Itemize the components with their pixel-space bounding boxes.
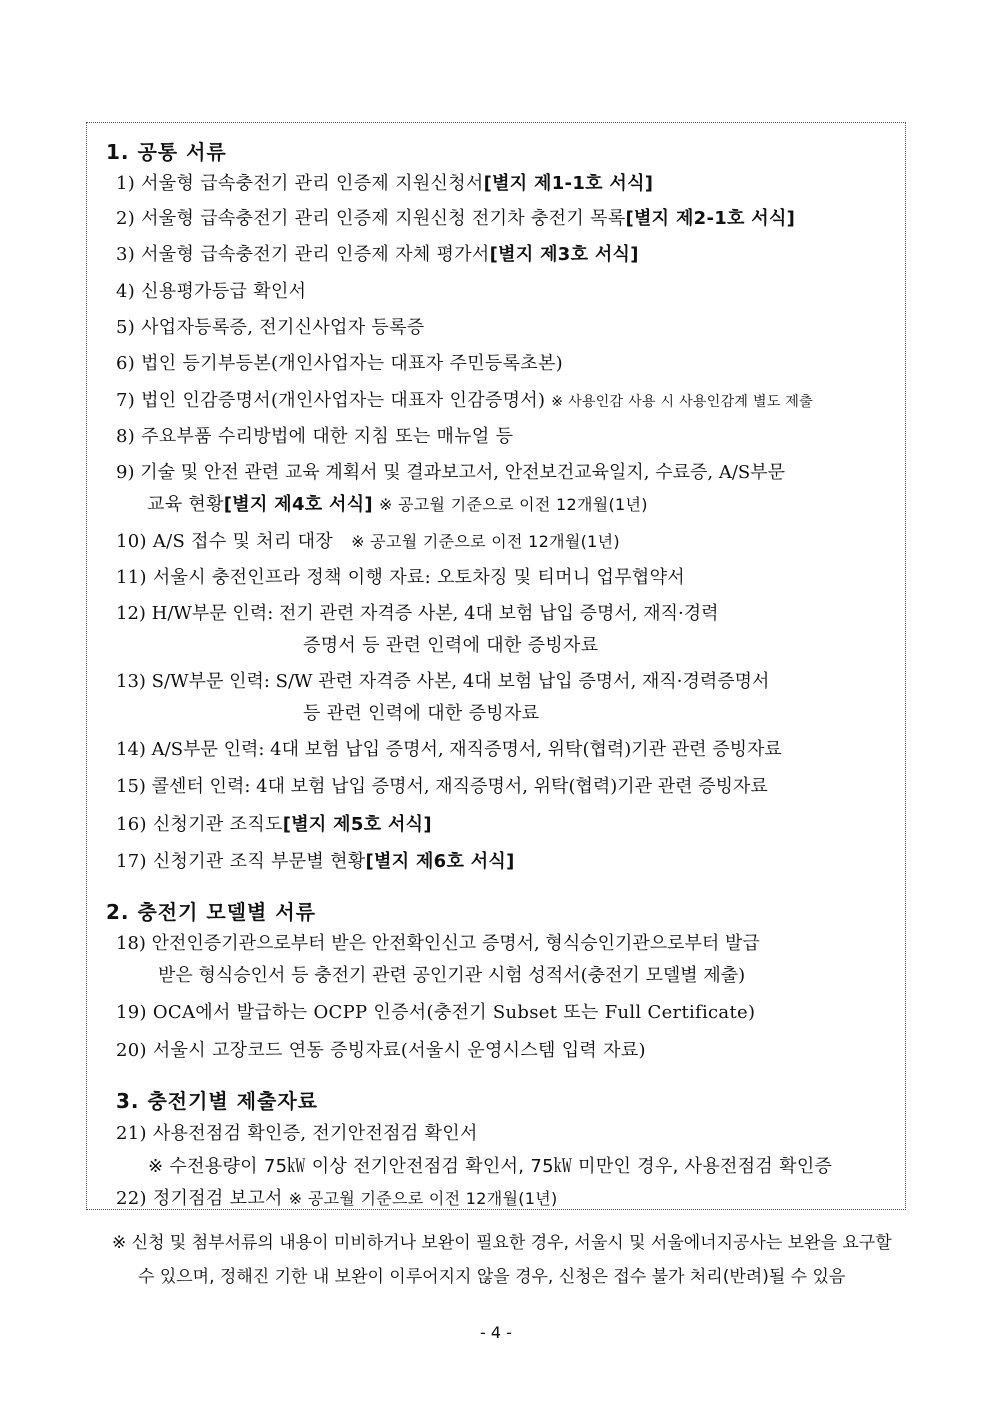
item-text-cont: 증명서 등 관련 인력에 대한 증빙자료	[303, 635, 599, 656]
list-item-13-continuation	[303, 699, 539, 725]
list-item-12	[116, 599, 719, 625]
item-text: 서울형 급속충전기 관리 인증제 지원신청 전기차 충전기 목록	[141, 208, 626, 229]
list-item-16	[116, 810, 432, 836]
list-item-9-continuation	[147, 490, 648, 516]
item-number: 22)	[116, 1188, 147, 1209]
list-item-10	[116, 527, 620, 553]
item-text: 기술 및 안전 관련 교육 계획서 및 결과보고서, 안전보건교육일지, 수료증, A/S부문	[140, 462, 786, 483]
item-form-ref: [별지 제6호 서식]	[365, 851, 515, 872]
section-heading-model: 2. 충전기 모델별 서류	[106, 900, 316, 924]
list-item-7	[116, 386, 813, 412]
footer-note-line-2: 수 있으며, 정해진 기한 내 보완이 이루어지지 않을 경우, 신청은 접수 불가 처리(반려)될 수 있음	[138, 1267, 846, 1287]
list-item-11	[116, 563, 685, 589]
item-text-cont: 받은 형식승인서 등 충전기 관련 공인기관 시험 성적서(충전기 모델별 제출)	[158, 965, 746, 986]
list-item-9	[116, 458, 785, 484]
section-heading-charger: 3. 충전기별 제출자료	[116, 1089, 318, 1113]
item-form-ref: [별지 제5호 서식]	[282, 814, 432, 835]
item-text: 주요부품 수리방법에 대한 지침 또는 매뉴얼 등	[141, 426, 514, 447]
list-item-19	[116, 998, 755, 1024]
list-item-3	[116, 240, 639, 266]
item-number: 17)	[116, 851, 147, 872]
item-number: 16)	[116, 814, 147, 835]
list-item-17	[116, 847, 515, 873]
item-note: ※ 공고월 기준으로 이전 12개월(1년)	[378, 495, 648, 514]
section-heading-common: 1. 공통 서류	[106, 140, 227, 164]
footer-note-line-1: ※ 신청 및 첨부서류의 내용이 미비하거나 보완이 필요한 경우, 서울시 및 서울에너지공사는 보완을 요구할	[112, 1233, 892, 1253]
item-note: ※ 사용인감 사용 시 사용인감계 별도 제출	[551, 394, 814, 410]
item-text-cont: 교육 현황	[147, 494, 224, 515]
item-text: 서울시 충전인프라 정책 이행 자료: 오토차징 및 티머니 업무협약서	[152, 567, 685, 588]
item-text: A/S 접수 및 처리 대장	[152, 531, 334, 552]
list-item-20	[116, 1036, 646, 1062]
item-number: 4)	[116, 281, 136, 302]
item-number: 19)	[116, 1002, 147, 1023]
item-text: 신청기관 조직도	[152, 814, 283, 835]
item-number: 2)	[116, 208, 136, 229]
list-item-5	[116, 313, 425, 339]
item-note: ※ 공고월 기준으로 이전 12개월(1년)	[288, 1189, 558, 1208]
item-note: ※ 공고월 기준으로 이전 12개월(1년)	[351, 532, 620, 551]
item-number: 21)	[116, 1123, 147, 1144]
item-number: 3)	[116, 244, 136, 265]
item-text: 안전인증기관으로부터 받은 안전확인신고 증명서, 형식승인기관으로부터 발급	[151, 933, 760, 954]
item-number: 14)	[116, 739, 146, 760]
item-text: 서울형 급속충전기 관리 인증제 지원신청서	[141, 173, 484, 194]
list-item-21-note: ※ 수전용량이 75㎾ 이상 전기안전점검 확인서, 75㎾ 미만인 경우, 사용전점검 확인증	[148, 1156, 833, 1177]
item-form-ref: [별지 제1-1호 서식]	[483, 173, 654, 194]
item-number: 15)	[116, 776, 146, 797]
list-item-8	[116, 422, 513, 448]
item-number: 12)	[116, 603, 146, 624]
item-number: 11)	[116, 567, 147, 588]
item-number: 7)	[116, 390, 136, 411]
item-text: OCA에서 발급하는 OCPP 인증서(충전기 Subset 또는 Full Certificate)	[152, 1002, 756, 1023]
list-item-12-continuation	[303, 631, 598, 657]
item-number: 10)	[116, 531, 147, 552]
list-item-21	[116, 1119, 478, 1145]
list-item-1	[116, 169, 653, 195]
item-number: 13)	[116, 671, 146, 692]
item-form-ref: [별지 제2-1호 서식]	[625, 208, 796, 229]
item-number: 18)	[116, 933, 146, 954]
item-text: 신청기관 조직 부문별 현황	[152, 851, 366, 872]
list-item-18-continuation	[158, 961, 745, 987]
item-number: 9)	[116, 462, 135, 483]
item-number: 1)	[116, 173, 136, 194]
item-text: 법인 인감증명서(개인사업자는 대표자 인감증명서)	[141, 390, 546, 411]
item-number: 5)	[116, 317, 136, 338]
item-text: 정기점검 보고서	[152, 1188, 283, 1209]
list-item-14	[116, 735, 782, 761]
item-text: 콜센터 인력: 4대 보험 납입 증명서, 재직증명서, 위탁(협력)기관 관련 증빙자료	[151, 776, 768, 797]
item-form-ref: [별지 제4호 서식]	[223, 494, 373, 515]
item-text: 법인 등기부등본(개인사업자는 대표자 주민등록초본)	[141, 353, 563, 374]
list-item-4	[116, 277, 306, 303]
list-item-15	[116, 772, 768, 798]
list-item-13	[116, 667, 769, 693]
item-text: A/S부문 인력: 4대 보험 납입 증명서, 재직증명서, 위탁(협력)기관 관련 증빙자료	[151, 739, 782, 760]
item-text: H/W부문 인력: 전기 관련 자격증 사본, 4대 보험 납입 증명서, 재직·경력	[151, 603, 719, 624]
item-text-cont: 등 관련 인력에 대한 증빙자료	[303, 703, 540, 724]
list-item-18	[116, 929, 760, 955]
item-number: 8)	[116, 426, 136, 447]
list-item-22	[116, 1184, 558, 1210]
item-text: 서울시 고장코드 연동 증빙자료(서울시 운영시스템 입력 자료)	[152, 1040, 646, 1061]
item-form-ref: [별지 제3호 서식]	[489, 244, 639, 265]
item-number: 20)	[116, 1040, 147, 1061]
item-text: 서울형 급속충전기 관리 인증제 자체 평가서	[141, 244, 490, 265]
list-item-6	[116, 349, 563, 375]
list-item-2	[116, 204, 795, 230]
page-number: - 4 -	[480, 1323, 512, 1342]
item-text: 사업자등록증, 전기신사업자 등록증	[141, 317, 425, 338]
item-text: 사용전점검 확인증, 전기안전점검 확인서	[152, 1123, 478, 1144]
item-number: 6)	[116, 353, 136, 374]
item-text: 신용평가등급 확인서	[141, 281, 307, 302]
item-text: S/W부문 인력: S/W 관련 자격증 사본, 4대 보험 납입 증명서, 재직·경력증명서	[151, 671, 770, 692]
